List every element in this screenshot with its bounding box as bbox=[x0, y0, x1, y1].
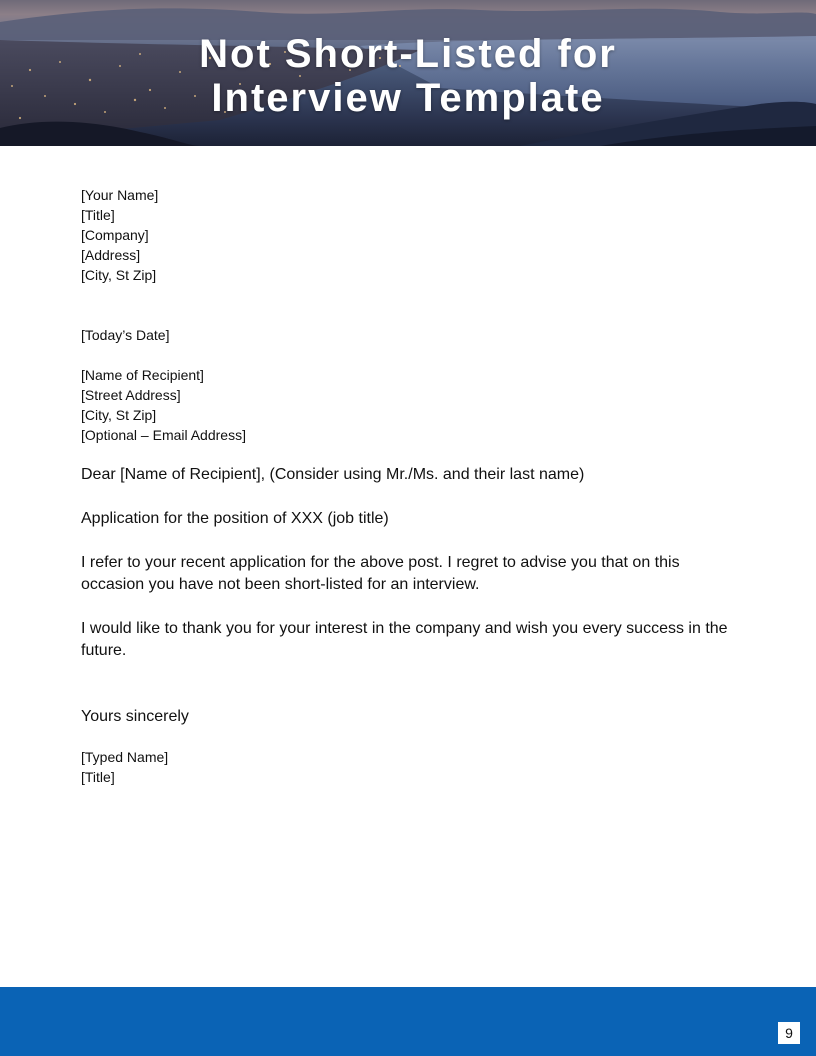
footer-bar bbox=[0, 987, 816, 1056]
paragraph-1 bbox=[81, 552, 741, 596]
letter-date: [Today’s Date] bbox=[81, 327, 170, 343]
page-number: 9 bbox=[778, 1022, 800, 1044]
letter-body bbox=[81, 185, 741, 787]
paragraph-2 bbox=[81, 618, 741, 662]
sender-company: [Company] bbox=[81, 227, 149, 243]
closing: Yours sincerely bbox=[81, 708, 189, 725]
subject-line: Application for the position of XXX (job title) bbox=[81, 510, 389, 527]
recipient-street: [Street Address] bbox=[81, 387, 181, 403]
sender-address: [Address] bbox=[81, 247, 141, 263]
sender-city: [City, St Zip] bbox=[81, 267, 157, 283]
sender-block bbox=[81, 185, 741, 285]
sender-name: [Your Name] bbox=[81, 187, 159, 203]
banner-title bbox=[0, 32, 816, 120]
banner-title-line-1: Not Short-Listed for bbox=[199, 32, 617, 76]
paragraph-2-line-2: future. bbox=[81, 642, 127, 659]
paragraph-2-line-1: I would like to thank you for your interest in the company and wish you every success in the bbox=[81, 620, 728, 637]
recipient-city: [City, St Zip] bbox=[81, 407, 157, 423]
typed-name: [Typed Name] bbox=[81, 749, 169, 765]
recipient-email: [Optional – Email Address] bbox=[81, 427, 246, 443]
paragraph-1-line-2: occasion you have not been short-listed for an interview. bbox=[81, 576, 480, 593]
header-banner bbox=[0, 0, 816, 146]
signature-block bbox=[81, 747, 741, 787]
recipient-name: [Name of Recipient] bbox=[81, 367, 204, 383]
typed-title: [Title] bbox=[81, 769, 115, 785]
paragraph-1-line-1: I refer to your recent application for the above post. I regret to advise you that on this bbox=[81, 554, 680, 571]
sender-title: [Title] bbox=[81, 207, 115, 223]
banner-title-line-2: Interview Template bbox=[211, 76, 605, 120]
recipient-block bbox=[81, 365, 741, 445]
salutation: Dear [Name of Recipient], (Consider using Mr./Ms. and their last name) bbox=[81, 466, 585, 483]
